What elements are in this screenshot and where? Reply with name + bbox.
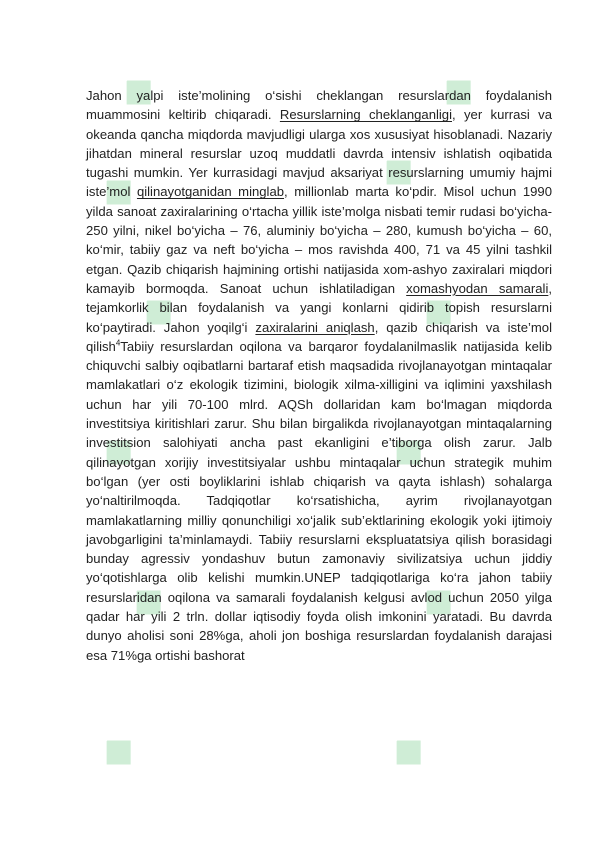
text-run: , millionlab marta ko‘pdir. Misol uchun 1990 yilda sanoat zaxiralarining o‘rtacha yillik iste’molga nisbati temir rudasi bo‘yicha-250 yilni, nikel bo‘yicha – 76, aluminiy bo‘yicha – 280, kumush bo‘yicha – 60, ko‘mir, tabiiy gaz va neft bo‘yicha – mos ravishda 400, 71 va 45 yilni tashkil etgan. Qazib chiqarish hajmining ortishi natijasida xom-ashyo zaxiralari miqdori kamayib bormoqda. Sanoat uchun ishlatiladigan xyxy=(86,184,552,296)
paragraph xyxy=(86,86,552,665)
text-run: Tabiiy resurslardan oqilona va barqaror foydalanilmaslik natijasida kelib chiquvchi salbiy oqibatlarni bartaraf etish maqsadida rivojlanayotgan mintaqalar mamlakatlari o‘z ekologik tizimini, biologik xilma-xilligini va iqlimini yaxshilash uchun har yili 70-100 mlrd. AQSh dollaridan kam bo‘lmagan miqdorda investitsiya kiritishlari zarur. Shu bilan birgalikda rivojlanayotgan mintaqalarning investitsion salohiyati ancha past ekanligini e’tiborga olish zarur. Jalb qilinayotgan xorijiy investitsiyalar ushbu mintaqalar uchun strategik muhim bo‘lgan (yer osti boyliklarini ishlab chiqarish va qayta ishlash) sohalarga yo‘naltirilmoqda. Tadqiqotlar ko‘rsatishicha, ayrim rivojlanayotgan mamlakatlarning milliy qonunchiligi xo‘jalik sub’ektlarining ekologik yoki ijtimoiy javobgarligini ta’minlamaydi. Tabiiy resurslarni ekspluatatsiya qilish borasidagi bunday agressiv yondashuv butun zamonaviy sivilizatsiya uchun jiddiy yo‘qotishlarga olib kelishi mumkin.UNEP tadqiqotlariga ko‘ra jahon tabiiy resurslaridan oqilona va samarali foydalanish kelgusi avlod uchun 2050 yilga qadar har yili 2 trln. dollar iqtisodiy foyda olish imkonini yaratadi. Bu davrda dunyo aholisi soni 28%ga, aholi jon boshiga resurslardan foydalanish darajasi esa 71%ga ortishi bashorat xyxy=(86,338,552,663)
text-run: , tejamkorlik bilan foydalanish va yangi konlarni qidirib topish resurslarni ko‘paytiradi. Jahon yoqilg‘i xyxy=(86,280,552,335)
underlined-phrase: Resurslarning cheklanganligi xyxy=(279,107,452,123)
underlined-phrase: qilinayotganidan minglab xyxy=(136,184,285,200)
text-run: , qazib chiqarish va iste’mol qilish xyxy=(86,319,552,354)
text-run: , yer kurrasi va okeanda qancha miqdorda mavjudligi ularga xos xususiyat hisoblanadi. Nazariy jihatdan mineral resurslar uzoq muddatli davrda intensiv ishlatish oqibatida tugashi mumkin. Yer kurrasidagi mavjud aksariyat resurslarning umumiy hajmi iste’mol xyxy=(86,107,552,200)
underlined-phrase: zaxiralarini aniqlash xyxy=(255,319,375,335)
watermark-logo xyxy=(91,722,146,777)
body-text xyxy=(86,86,552,665)
underlined-phrase: xomashyodan samarali xyxy=(406,280,549,296)
text-run: Jahon yalpi iste’molining o‘sishi cheklangan resurslardan foydalanish muammosini keltirib chiqaradi. xyxy=(86,88,552,123)
footnote-ref: 4 xyxy=(115,338,121,348)
watermark-logo xyxy=(381,722,436,777)
